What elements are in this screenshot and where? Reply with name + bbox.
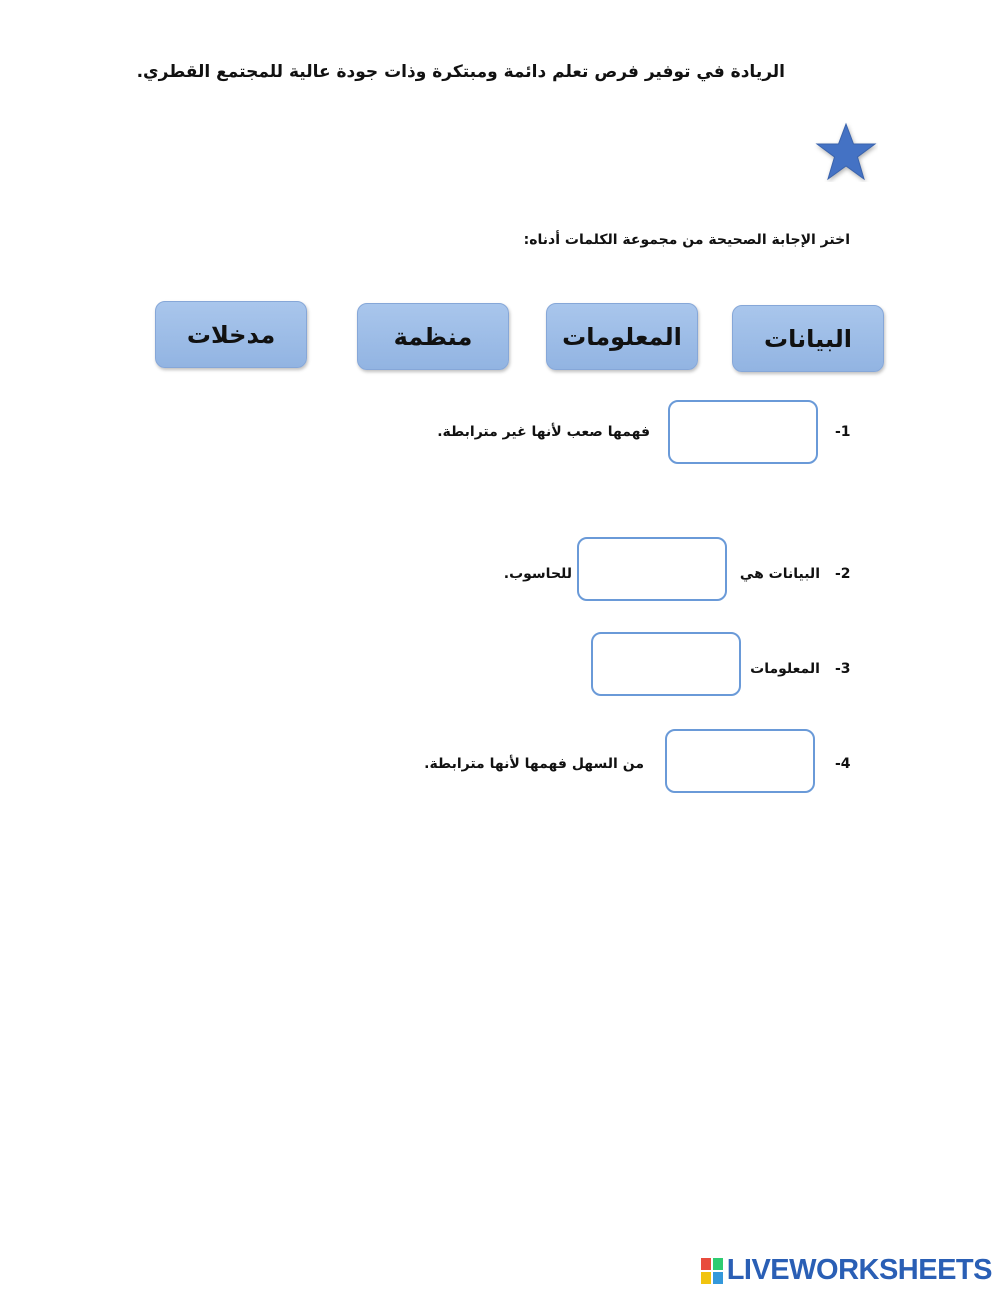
question-1-number: -1 [835, 424, 851, 440]
word-tile-information[interactable]: المعلومات [546, 303, 698, 370]
question-2-text-after: للحاسوب. [503, 566, 572, 582]
question-3-drop-box[interactable] [591, 632, 741, 696]
logo-blocks-icon [701, 1258, 723, 1284]
word-tile-organized[interactable]: منظمة [357, 303, 509, 370]
question-4-text-after: من السهل فهمها لأنها مترابطة. [424, 756, 644, 772]
question-3-text-before: المعلومات [750, 661, 820, 677]
question-1-drop-box[interactable] [668, 400, 818, 464]
question-4-drop-box[interactable] [665, 729, 815, 793]
question-4-number: -4 [835, 756, 851, 772]
question-2-number: -2 [835, 566, 851, 582]
question-2-drop-box[interactable] [577, 537, 727, 601]
question-1-text-after: فهمها صعب لأنها غير مترابطة. [437, 424, 650, 440]
word-tile-data[interactable]: البيانات [732, 305, 884, 372]
instruction-text: اختر الإجابة الصحيحة من مجموعة الكلمات أدناه: [523, 232, 850, 248]
liveworksheets-logo[interactable] [701, 1254, 992, 1287]
header-title: الريادة في توفير فرص تعلم دائمة ومبتكرة وذات جودة عالية للمجتمع القطري. [136, 62, 785, 82]
star-icon [814, 122, 878, 182]
logo-text: LIVEWORKSHEETS [726, 1254, 992, 1286]
word-tile-inputs[interactable]: مدخلات [155, 301, 307, 368]
question-3-number: -3 [835, 661, 851, 677]
question-2-text-before: البيانات هي [739, 566, 820, 582]
